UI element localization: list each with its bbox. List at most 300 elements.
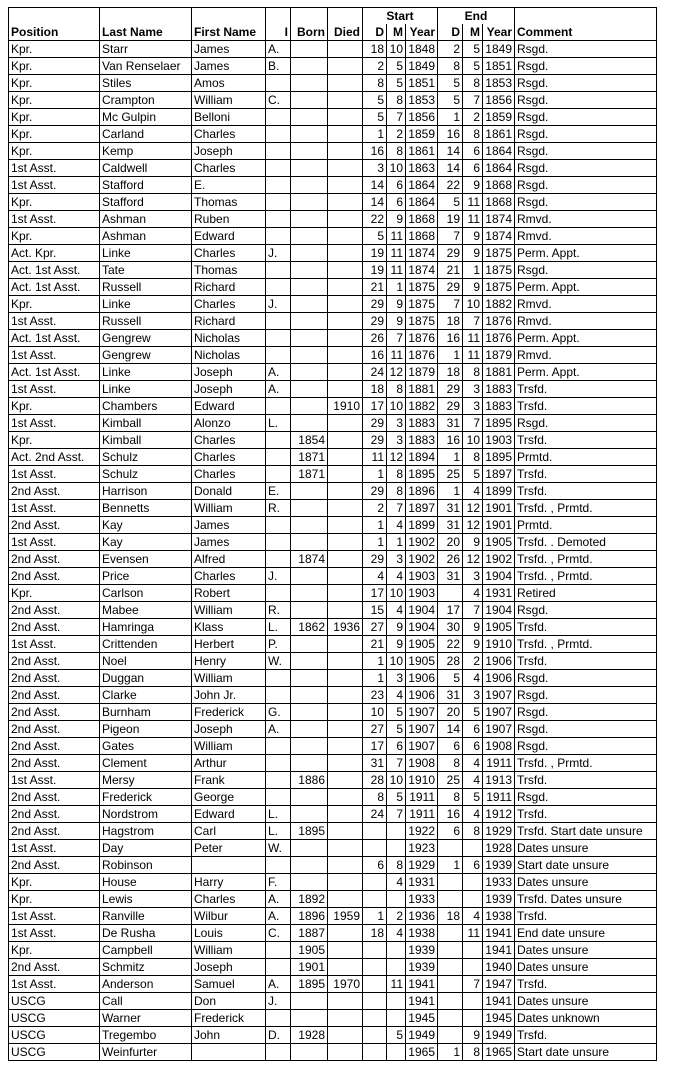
- cell-end-month: 8: [463, 126, 483, 143]
- cell-died: [328, 500, 363, 517]
- cell-last-name: Carlson: [100, 585, 192, 602]
- cell-first-name: George: [192, 789, 266, 806]
- cell-start-day: 24: [363, 806, 387, 823]
- cell-end-month: [463, 993, 483, 1010]
- cell-end-day: 18: [438, 908, 463, 925]
- cell-end-year: 1911: [483, 789, 515, 806]
- cell-position: Kpr.: [9, 58, 100, 75]
- cell-end-month: 4: [463, 755, 483, 772]
- cell-last-name: Lewis: [100, 891, 192, 908]
- cell-end-month: 12: [463, 517, 483, 534]
- cell-last-name: Noel: [100, 653, 192, 670]
- cell-initial: C.: [266, 925, 291, 942]
- cell-born: [291, 993, 328, 1010]
- table-row: [9, 585, 657, 602]
- cell-first-name: Frederick: [192, 704, 266, 721]
- cell-end-year: 1912: [483, 806, 515, 823]
- cell-born: [291, 143, 328, 160]
- cell-position: 2nd Asst.: [9, 789, 100, 806]
- cell-start-day: [363, 976, 387, 993]
- cell-initial: [266, 143, 291, 160]
- cell-position: 2nd Asst.: [9, 959, 100, 976]
- cell-end-year: 1941: [483, 993, 515, 1010]
- cell-last-name: Frederick: [100, 789, 192, 806]
- cell-last-name: Carland: [100, 126, 192, 143]
- cell-initial: [266, 330, 291, 347]
- cell-comment: Rsgd.: [515, 92, 657, 109]
- cell-comment: Trsfd. Start date unsure: [515, 823, 657, 840]
- cell-end-year: 1868: [483, 194, 515, 211]
- cell-born: 1901: [291, 959, 328, 976]
- cell-end-month: 11: [463, 925, 483, 942]
- cell-last-name: Clement: [100, 755, 192, 772]
- cell-comment: Rsgd.: [515, 670, 657, 687]
- end-header: End: [438, 8, 515, 25]
- cell-start-day: 14: [363, 194, 387, 211]
- cell-died: 1959: [328, 908, 363, 925]
- cell-position: 1st Asst.: [9, 908, 100, 925]
- cell-end-month: 4: [463, 670, 483, 687]
- cell-comment: Retired: [515, 585, 657, 602]
- cell-start-month: 12: [387, 364, 406, 381]
- cell-position: 2nd Asst.: [9, 483, 100, 500]
- table-row: [9, 75, 657, 92]
- cell-born: [291, 330, 328, 347]
- cell-position: USCG: [9, 993, 100, 1010]
- cell-start-year: 1911: [406, 789, 438, 806]
- cell-end-day: 7: [438, 228, 463, 245]
- cell-end-year: 1883: [483, 398, 515, 415]
- table-row: [9, 330, 657, 347]
- cell-start-day: 21: [363, 279, 387, 296]
- cell-last-name: Crampton: [100, 92, 192, 109]
- table-row: [9, 891, 657, 908]
- cell-first-name: William: [192, 670, 266, 687]
- cell-start-day: 18: [363, 41, 387, 58]
- cell-start-month: 4: [387, 687, 406, 704]
- cell-end-day: 8: [438, 789, 463, 806]
- cell-comment: Rsgd.: [515, 194, 657, 211]
- table-row: [9, 806, 657, 823]
- cell-died: [328, 551, 363, 568]
- cell-end-day: 19: [438, 211, 463, 228]
- cell-initial: [266, 772, 291, 789]
- cell-position: 2nd Asst.: [9, 721, 100, 738]
- cell-start-day: 5: [363, 109, 387, 126]
- cell-died: [328, 143, 363, 160]
- cell-position: 2nd Asst.: [9, 857, 100, 874]
- cell-last-name: Mc Gulpin: [100, 109, 192, 126]
- cell-born: [291, 160, 328, 177]
- table-row: [9, 313, 657, 330]
- cell-start-month: [387, 891, 406, 908]
- cell-end-day: 31: [438, 415, 463, 432]
- table-row: [9, 415, 657, 432]
- cell-position: 2nd Asst.: [9, 619, 100, 636]
- cell-start-month: 2: [387, 908, 406, 925]
- cell-end-year: 1931: [483, 585, 515, 602]
- cell-end-year: 1965: [483, 1044, 515, 1061]
- header-initial: I: [266, 24, 291, 41]
- header-born: Born: [291, 24, 328, 41]
- cell-position: Kpr.: [9, 432, 100, 449]
- cell-end-month: 5: [463, 41, 483, 58]
- cell-start-month: 10: [387, 653, 406, 670]
- cell-start-year: 1903: [406, 585, 438, 602]
- cell-end-year: 1939: [483, 891, 515, 908]
- cell-start-day: 14: [363, 177, 387, 194]
- cell-died: [328, 245, 363, 262]
- cell-comment: Trsfd. . Demoted: [515, 534, 657, 551]
- table-row: [9, 568, 657, 585]
- cell-last-name: Mersy: [100, 772, 192, 789]
- cell-position: 1st Asst.: [9, 313, 100, 330]
- cell-end-year: 1904: [483, 602, 515, 619]
- cell-end-month: 9: [463, 619, 483, 636]
- cell-last-name: Ashman: [100, 228, 192, 245]
- cell-comment: Trsfd. , Prmtd.: [515, 500, 657, 517]
- cell-comment: Trsfd.: [515, 908, 657, 925]
- cell-initial: [266, 194, 291, 211]
- cell-start-month: 7: [387, 806, 406, 823]
- cell-comment: Dates unsure: [515, 993, 657, 1010]
- cell-initial: [266, 755, 291, 772]
- cell-last-name: Starr: [100, 41, 192, 58]
- cell-comment: Trsfd.: [515, 653, 657, 670]
- cell-end-day: [438, 959, 463, 976]
- cell-last-name: Russell: [100, 313, 192, 330]
- header-end-year: Year: [483, 24, 515, 41]
- cell-position: Kpr.: [9, 126, 100, 143]
- cell-died: [328, 415, 363, 432]
- cell-end-day: [438, 1010, 463, 1027]
- cell-first-name: [192, 857, 266, 874]
- cell-end-day: [438, 1027, 463, 1044]
- cell-first-name: William: [192, 602, 266, 619]
- cell-start-year: 1941: [406, 976, 438, 993]
- cell-born: 1895: [291, 823, 328, 840]
- cell-end-day: 6: [438, 738, 463, 755]
- cell-first-name: Edward: [192, 398, 266, 415]
- cell-born: [291, 92, 328, 109]
- cell-start-year: 1848: [406, 41, 438, 58]
- cell-start-month: 10: [387, 160, 406, 177]
- cell-start-year: 1904: [406, 602, 438, 619]
- cell-end-month: 12: [463, 500, 483, 517]
- cell-start-year: 1906: [406, 670, 438, 687]
- cell-end-month: [463, 874, 483, 891]
- cell-first-name: Amos: [192, 75, 266, 92]
- cell-start-month: 5: [387, 1027, 406, 1044]
- cell-first-name: Charles: [192, 160, 266, 177]
- cell-start-month: 3: [387, 432, 406, 449]
- cell-initial: L.: [266, 415, 291, 432]
- cell-died: [328, 228, 363, 245]
- cell-end-day: 6: [438, 823, 463, 840]
- cell-died: [328, 58, 363, 75]
- cell-born: 1871: [291, 466, 328, 483]
- cell-start-day: 29: [363, 551, 387, 568]
- cell-end-month: 6: [463, 738, 483, 755]
- cell-end-year: 1901: [483, 500, 515, 517]
- cell-last-name: Kimball: [100, 415, 192, 432]
- table-row: [9, 1044, 657, 1061]
- cell-died: [328, 279, 363, 296]
- cell-start-day: 5: [363, 228, 387, 245]
- cell-end-month: 7: [463, 976, 483, 993]
- cell-initial: [266, 177, 291, 194]
- table-row: [9, 602, 657, 619]
- cell-start-month: 7: [387, 755, 406, 772]
- cell-position: 1st Asst.: [9, 636, 100, 653]
- cell-end-year: 1949: [483, 1027, 515, 1044]
- cell-end-day: 25: [438, 772, 463, 789]
- cell-start-year: 1864: [406, 177, 438, 194]
- cell-comment: Rsgd.: [515, 126, 657, 143]
- cell-end-month: 12: [463, 551, 483, 568]
- cell-start-day: 18: [363, 381, 387, 398]
- table-row: [9, 398, 657, 415]
- table-row: [9, 670, 657, 687]
- cell-first-name: John Jr.: [192, 687, 266, 704]
- cell-initial: [266, 551, 291, 568]
- header-start-month: M: [387, 24, 406, 41]
- cell-comment: Start date unsure: [515, 1044, 657, 1061]
- cell-born: [291, 534, 328, 551]
- cell-end-year: 1904: [483, 568, 515, 585]
- cell-start-year: 1875: [406, 296, 438, 313]
- cell-end-day: 31: [438, 687, 463, 704]
- cell-end-day: 1: [438, 1044, 463, 1061]
- cell-end-day: 18: [438, 313, 463, 330]
- cell-died: [328, 636, 363, 653]
- cell-initial: [266, 449, 291, 466]
- cell-comment: Rsgd.: [515, 160, 657, 177]
- cell-end-year: 1879: [483, 347, 515, 364]
- cell-start-day: 8: [363, 789, 387, 806]
- cell-end-day: 29: [438, 381, 463, 398]
- cell-start-day: 29: [363, 313, 387, 330]
- cell-first-name: Richard: [192, 313, 266, 330]
- cell-start-year: 1882: [406, 398, 438, 415]
- cell-last-name: Tregembo: [100, 1027, 192, 1044]
- cell-born: [291, 228, 328, 245]
- cell-born: [291, 313, 328, 330]
- cell-start-month: 6: [387, 177, 406, 194]
- header-start-day: D: [363, 24, 387, 41]
- cell-end-year: 1913: [483, 772, 515, 789]
- cell-start-month: 4: [387, 602, 406, 619]
- cell-initial: C.: [266, 92, 291, 109]
- cell-last-name: Pigeon: [100, 721, 192, 738]
- cell-start-year: 1945: [406, 1010, 438, 1027]
- cell-last-name: De Rusha: [100, 925, 192, 942]
- table-row: [9, 194, 657, 211]
- cell-start-day: 1: [363, 517, 387, 534]
- header-end-month: M: [463, 24, 483, 41]
- cell-start-month: 11: [387, 976, 406, 993]
- cell-end-month: 1: [463, 262, 483, 279]
- cell-initial: [266, 738, 291, 755]
- cell-last-name: Day: [100, 840, 192, 857]
- cell-initial: R.: [266, 602, 291, 619]
- cell-end-day: 29: [438, 245, 463, 262]
- cell-born: [291, 58, 328, 75]
- table-row: [9, 687, 657, 704]
- cell-end-year: 1910: [483, 636, 515, 653]
- cell-end-year: 1876: [483, 330, 515, 347]
- cell-start-year: 1905: [406, 636, 438, 653]
- cell-initial: A.: [266, 976, 291, 993]
- table-row: [9, 245, 657, 262]
- cell-last-name: Chambers: [100, 398, 192, 415]
- cell-first-name: Edward: [192, 806, 266, 823]
- cell-comment: Rmvd.: [515, 347, 657, 364]
- table-row: [9, 500, 657, 517]
- cell-start-year: 1922: [406, 823, 438, 840]
- cell-initial: [266, 126, 291, 143]
- cell-comment: Rsgd.: [515, 721, 657, 738]
- cell-start-year: 1883: [406, 432, 438, 449]
- cell-born: 1895: [291, 976, 328, 993]
- cell-comment: Trsfd. , Prmtd.: [515, 551, 657, 568]
- cell-position: Kpr.: [9, 75, 100, 92]
- cell-start-day: 1: [363, 908, 387, 925]
- cell-end-day: 25: [438, 466, 463, 483]
- cell-start-year: 1851: [406, 75, 438, 92]
- cell-start-day: [363, 993, 387, 1010]
- cell-position: 2nd Asst.: [9, 755, 100, 772]
- cell-first-name: Joseph: [192, 364, 266, 381]
- cell-last-name: Warner: [100, 1010, 192, 1027]
- cell-start-day: 19: [363, 245, 387, 262]
- cell-died: [328, 75, 363, 92]
- cell-first-name: Peter: [192, 840, 266, 857]
- cell-first-name: Don: [192, 993, 266, 1010]
- cell-born: 1905: [291, 942, 328, 959]
- cell-start-month: 6: [387, 738, 406, 755]
- cell-end-day: 20: [438, 534, 463, 551]
- cell-born: 1862: [291, 619, 328, 636]
- cell-died: [328, 840, 363, 857]
- cell-position: 1st Asst.: [9, 177, 100, 194]
- cell-initial: [266, 857, 291, 874]
- cell-end-day: [438, 993, 463, 1010]
- cell-position: 2nd Asst.: [9, 551, 100, 568]
- cell-start-day: 24: [363, 364, 387, 381]
- cell-initial: A.: [266, 364, 291, 381]
- cell-end-year: 1901: [483, 517, 515, 534]
- cell-comment: Dates unsure: [515, 959, 657, 976]
- cell-start-year: 1902: [406, 534, 438, 551]
- cell-died: 1970: [328, 976, 363, 993]
- cell-first-name: Samuel: [192, 976, 266, 993]
- cell-start-day: 11: [363, 449, 387, 466]
- cell-start-day: 17: [363, 585, 387, 602]
- cell-start-year: 1849: [406, 58, 438, 75]
- cell-last-name: Russell: [100, 279, 192, 296]
- cell-initial: L.: [266, 619, 291, 636]
- table-row: [9, 721, 657, 738]
- table-row: [9, 993, 657, 1010]
- table-row: [9, 857, 657, 874]
- cell-position: 1st Asst.: [9, 534, 100, 551]
- cell-end-month: 9: [463, 245, 483, 262]
- cell-start-year: 1938: [406, 925, 438, 942]
- cell-end-day: 31: [438, 517, 463, 534]
- cell-first-name: Wilbur: [192, 908, 266, 925]
- cell-end-day: [438, 840, 463, 857]
- cell-initial: L.: [266, 806, 291, 823]
- cell-comment: Trsfd. , Prmtd.: [515, 755, 657, 772]
- cell-end-day: 8: [438, 58, 463, 75]
- cell-end-day: [438, 925, 463, 942]
- cell-born: [291, 109, 328, 126]
- cell-start-month: 4: [387, 874, 406, 891]
- cell-start-month: [387, 1044, 406, 1061]
- cell-first-name: Alonzo: [192, 415, 266, 432]
- cell-comment: Trsfd.: [515, 466, 657, 483]
- cell-end-year: 1945: [483, 1010, 515, 1027]
- cell-end-day: 28: [438, 653, 463, 670]
- cell-start-month: 8: [387, 466, 406, 483]
- cell-last-name: Duggan: [100, 670, 192, 687]
- cell-start-year: 1906: [406, 687, 438, 704]
- table-row: [9, 262, 657, 279]
- cell-born: [291, 126, 328, 143]
- cell-position: Act. 1st Asst.: [9, 364, 100, 381]
- table-row: [9, 534, 657, 551]
- cell-start-day: 23: [363, 687, 387, 704]
- cell-last-name: Robinson: [100, 857, 192, 874]
- cell-born: [291, 857, 328, 874]
- cell-last-name: Weinfurter: [100, 1044, 192, 1061]
- cell-position: USCG: [9, 1044, 100, 1061]
- cell-died: [328, 262, 363, 279]
- cell-start-year: 1902: [406, 551, 438, 568]
- cell-born: [291, 177, 328, 194]
- cell-died: [328, 959, 363, 976]
- table-row: [9, 517, 657, 534]
- cell-end-month: 3: [463, 398, 483, 415]
- cell-end-day: 14: [438, 721, 463, 738]
- cell-born: [291, 1010, 328, 1027]
- table-row: [9, 755, 657, 772]
- cell-start-year: 1941: [406, 993, 438, 1010]
- cell-start-month: 3: [387, 415, 406, 432]
- cell-comment: Rmvd.: [515, 296, 657, 313]
- cell-start-day: 26: [363, 330, 387, 347]
- cell-first-name: Nicholas: [192, 330, 266, 347]
- header-first-name: First Name: [192, 24, 266, 41]
- cell-last-name: Gates: [100, 738, 192, 755]
- cell-position: Kpr.: [9, 109, 100, 126]
- cell-end-day: 1: [438, 347, 463, 364]
- cell-born: [291, 245, 328, 262]
- cell-end-day: 1: [438, 857, 463, 874]
- cell-first-name: Charles: [192, 449, 266, 466]
- cell-end-year: 1941: [483, 925, 515, 942]
- cell-died: 1936: [328, 619, 363, 636]
- cell-died: [328, 925, 363, 942]
- cell-end-month: 5: [463, 704, 483, 721]
- cell-died: [328, 534, 363, 551]
- cell-first-name: William: [192, 738, 266, 755]
- cell-start-day: [363, 840, 387, 857]
- cell-comment: Trsfd. , Prmtd.: [515, 636, 657, 653]
- cell-comment: End date unsure: [515, 925, 657, 942]
- cell-died: [328, 874, 363, 891]
